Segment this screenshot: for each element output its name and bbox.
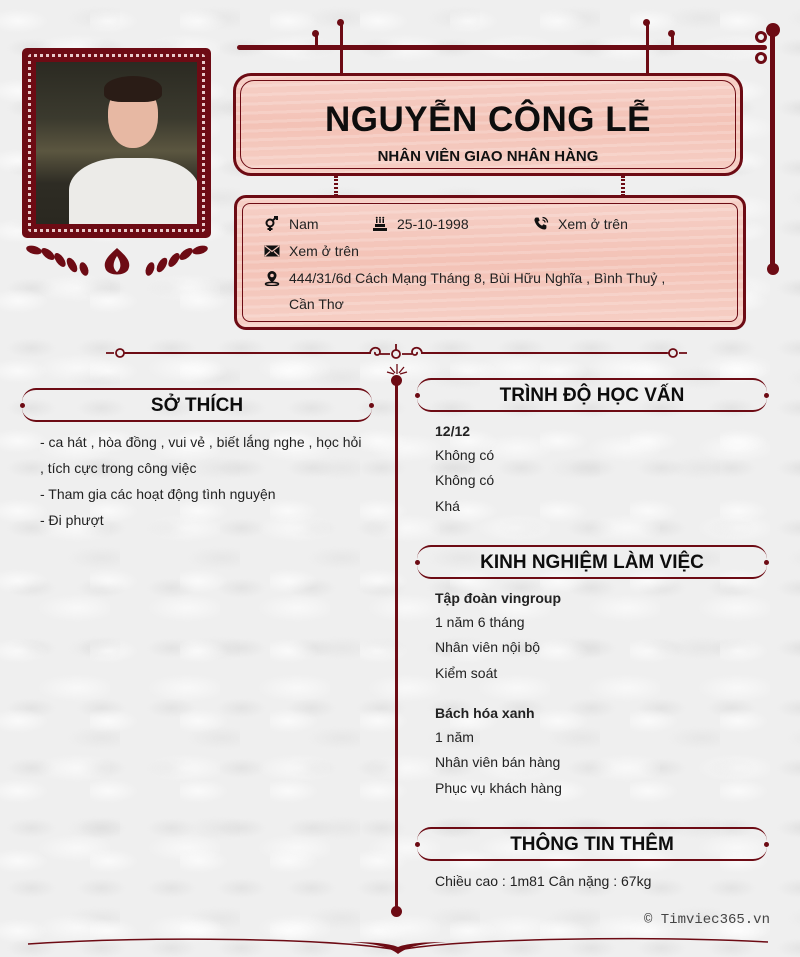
- name-board: [233, 73, 743, 176]
- column-divider-top-dot: [391, 375, 402, 386]
- experience-duration: 1 năm 6 tháng: [435, 614, 525, 630]
- envelope-icon: [263, 242, 281, 260]
- education-heading: TRÌNH ĐỘ HỌC VẤN: [499, 385, 685, 406]
- sign-chain-left: [334, 176, 338, 196]
- sign-pin: [643, 19, 650, 26]
- ornament-divider-right: [422, 352, 667, 354]
- experience-heading: KINH NGHIỆM LÀM VIỆC: [480, 552, 704, 573]
- hobby-line: , tích cực trong công việc: [40, 460, 197, 476]
- avatar: [36, 62, 197, 224]
- location-pin-icon: [263, 269, 281, 287]
- contact-board: [234, 195, 746, 330]
- gender-icon: [263, 215, 281, 233]
- avatar-frame-border: [28, 54, 205, 232]
- birthday-value: 25-10-1998: [397, 216, 469, 232]
- address-line-2-row: [289, 296, 344, 312]
- education-heading-banner: [417, 378, 767, 412]
- education-major: Không có: [435, 447, 495, 463]
- education-time: Không có: [435, 472, 495, 488]
- gender-value: Nam: [289, 216, 319, 232]
- sign-post: [770, 30, 775, 270]
- experience-company: Bách hóa xanh: [435, 705, 535, 721]
- gender-row: [263, 215, 319, 233]
- sign-chain-right: [621, 176, 625, 196]
- birthday-row: [371, 215, 469, 233]
- hobbies-heading: SỞ THÍCH: [150, 395, 244, 416]
- address-row: [263, 269, 665, 287]
- sparkle-icon: [386, 362, 408, 376]
- experience-role: Nhân viên bán hàng: [435, 754, 561, 770]
- experience-heading-banner: [417, 545, 767, 579]
- phone-value: Xem ở trên: [558, 216, 628, 232]
- ornament-divider-left: [125, 352, 370, 354]
- bottom-swoosh-ornament: [0, 930, 800, 957]
- hobby-line: - ca hát , hòa đồng , vui vẻ , biết lắng nghe , học hỏi: [40, 434, 362, 450]
- email-row: [263, 242, 359, 260]
- hobby-line: - Tham gia các hoạt động tình nguyện: [40, 486, 276, 502]
- additional-info: Chiều cao : 1m81 Cân nặng : 67kg: [435, 873, 652, 889]
- sign-hanger-left: [340, 22, 343, 74]
- hobbies-heading-banner: [22, 388, 372, 422]
- avatar-hair: [104, 76, 162, 102]
- phone-icon: [532, 215, 550, 233]
- sign-pin: [668, 30, 675, 37]
- sign-pin: [312, 30, 319, 37]
- additional-heading-banner: [417, 827, 767, 861]
- birthday-cake-icon: [371, 215, 389, 233]
- column-divider-bottom-dot: [391, 906, 402, 917]
- email-value: Xem ở trên: [289, 243, 359, 259]
- address-line-1: 444/31/6d Cách Mạng Tháng 8, Bùi Hữu Nghĩa , Bình Thuỷ ,: [289, 270, 666, 286]
- sign-post-end: [767, 263, 779, 275]
- education-grade: Khá: [435, 498, 460, 514]
- sign-ring-top: [755, 31, 767, 43]
- experience-company: Tập đoàn vingroup: [435, 590, 561, 606]
- additional-heading: THÔNG TIN THÊM: [510, 834, 674, 855]
- copyright-text: © Timviec365.vn: [643, 912, 770, 928]
- experience-description: Kiểm soát: [435, 665, 498, 681]
- experience-role: Nhân viên nội bộ: [435, 639, 541, 655]
- education-school: 12/12: [435, 423, 471, 439]
- scroll-end-left-icon: [105, 345, 129, 361]
- column-divider: [395, 378, 398, 911]
- experience-duration: 1 năm: [435, 729, 474, 745]
- phone-row: [532, 215, 628, 233]
- flourish-center-icon: [368, 342, 424, 364]
- address-line-2: Cần Thơ: [289, 296, 344, 312]
- candidate-position: NHÂN VIÊN GIAO NHÂN HÀNG: [377, 148, 599, 165]
- hobby-line: - Đi phượt: [40, 512, 104, 528]
- experience-description: Phục vụ khách hàng: [435, 780, 562, 796]
- candidate-name: NGUYỄN CÔNG LỄ: [325, 100, 651, 139]
- sign-ring-bottom: [755, 52, 767, 64]
- sign-post-knob: [766, 23, 780, 37]
- avatar-frame: [22, 48, 211, 238]
- sign-pin: [337, 19, 344, 26]
- laurel-ornament-icon: [22, 240, 212, 280]
- scroll-end-right-icon: [664, 345, 688, 361]
- avatar-shirt: [69, 158, 197, 224]
- sign-hanger-right: [646, 22, 649, 74]
